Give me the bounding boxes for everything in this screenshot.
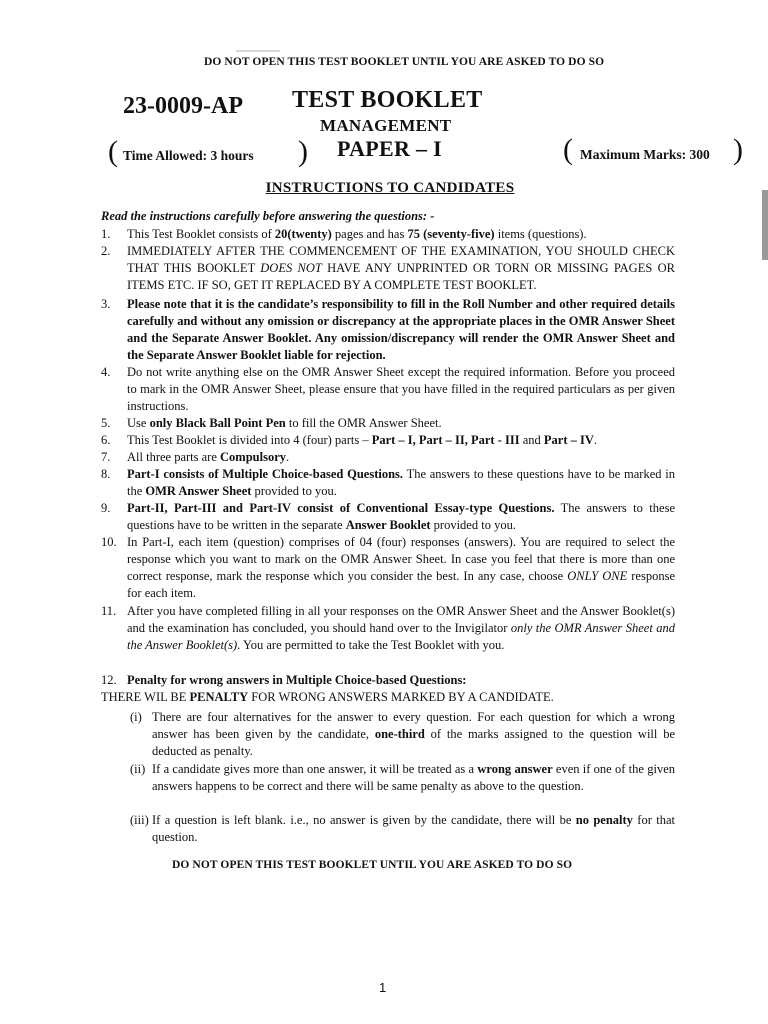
text-segment: response for each item.: [127, 569, 675, 600]
subject-name: MANAGEMENT: [320, 116, 452, 135]
instruction-text: [127, 296, 675, 364]
instruction-text: [127, 449, 675, 466]
instruction-text: [127, 534, 675, 602]
text-segment: Penalty for wrong answers in Multiple Choice-based Questions:: [127, 673, 467, 687]
text-segment: OMR Answer Sheet: [145, 484, 252, 498]
text-segment: All three parts are: [127, 450, 221, 464]
instruction-number: 10.: [101, 535, 117, 549]
text-segment: Part – I, Part – II, Part - III: [371, 433, 520, 447]
text-segment: Answer Booklet: [345, 518, 431, 532]
instruction-text: [127, 243, 675, 294]
text-segment: .: [593, 433, 598, 447]
instruction-item: [101, 672, 675, 689]
subitem-text: [152, 709, 675, 760]
text-segment: The answers to these questions have to be marked in the: [127, 467, 675, 498]
scan-artifact-line: [236, 50, 280, 52]
instruction-item: [101, 296, 675, 364]
instruction-number: 8.: [101, 467, 111, 481]
text-segment: This Test Booklet is divided into 4 (four) parts –: [127, 433, 372, 447]
instruction-text: [127, 364, 675, 415]
right-bracket: ): [733, 133, 743, 166]
subitem-number: (iii): [130, 813, 149, 827]
text-segment: PENALTY: [189, 690, 249, 704]
instruction-number: 6.: [101, 433, 111, 447]
text-segment: items (questions).: [494, 227, 587, 241]
text-segment: . You are permitted to take the Test Booklet with you.: [237, 638, 505, 652]
instruction-item: [101, 432, 675, 449]
text-segment: .: [286, 450, 290, 464]
booklet-code: 23-0009-AP: [123, 93, 243, 119]
text-segment: FOR WRONG ANSWERS MARKED BY A CANDIDATE.: [248, 690, 554, 704]
text-segment: Do not write anything else on the OMR Answer Sheet except the required information. Before you proceed to mark in the OMR Answer Sheet, please ensure that you have filled in the required particulars as per given instructions.: [127, 365, 675, 413]
penalty-statement: [101, 689, 554, 706]
instruction-text: [127, 415, 675, 432]
subitem-number: (ii): [130, 762, 146, 776]
right-bracket: ): [298, 135, 308, 168]
text-segment: DOES NOT: [260, 261, 322, 275]
instruction-number: 5.: [101, 416, 111, 430]
instruction-item: [101, 449, 675, 466]
subitem-text: [152, 761, 675, 795]
text-segment: one-third: [374, 727, 425, 741]
instruction-item: [101, 226, 675, 243]
text-segment: In Part-I, each item (question) comprises of 04 (four) responses (answers). You are required to select the response which you want to mark on the OMR Answer Sheet. In case you feel that there is more than one correct response, mark the response which you consider the best. In any case, choose: [127, 535, 675, 583]
text-segment: even if one of the given answers happens to be correct and there will be same penalty as above to the question.: [152, 762, 676, 793]
text-segment: Compulsory: [220, 450, 286, 464]
instruction-text: [127, 466, 675, 500]
text-segment: Use: [127, 416, 150, 430]
text-segment: for that question.: [152, 813, 675, 844]
instruction-item: [101, 243, 675, 294]
subitem-text: [152, 812, 675, 846]
text-segment: 75 (seventy-five): [407, 227, 495, 241]
text-segment: THERE WIL BE: [101, 690, 190, 704]
instruction-text: [127, 603, 675, 654]
penalty-subitem: [130, 761, 675, 795]
instruction-text: [127, 226, 675, 243]
text-segment: The answers to these questions have to be written in the separate: [127, 501, 675, 532]
instruction-number: 9.: [101, 501, 111, 515]
subitem-number: (i): [130, 710, 142, 724]
text-segment: IMMEDIATELY AFTER THE COMMENCEMENT OF THE EXAMINATION, YOU SHOULD CHECK THAT THIS BOOKLET: [127, 244, 675, 275]
text-segment: Part – IV: [543, 433, 594, 447]
text-segment: If a question is left blank. i.e., no answer is given by the candidate, there will be: [152, 813, 576, 827]
left-bracket: (: [108, 135, 118, 168]
page-number: 1: [379, 980, 387, 995]
text-segment: There are four alternatives for the answer to every question. For each question for which a wrong answer has been given by the candidate,: [152, 710, 675, 741]
text-segment: wrong answer: [477, 762, 553, 776]
instruction-number: 3.: [101, 297, 111, 311]
text-segment: and: [519, 433, 544, 447]
left-bracket: (: [563, 133, 573, 166]
instruction-text: [127, 432, 675, 449]
instruction-text: [127, 672, 675, 689]
penalty-subitem: [130, 812, 675, 846]
text-segment: 20(twenty): [274, 227, 332, 241]
maximum-marks-box: [563, 133, 743, 168]
penalty-subitem: [130, 709, 675, 760]
instruction-item: [101, 603, 675, 654]
text-segment: provided to you.: [251, 484, 337, 498]
instruction-number: 7.: [101, 450, 111, 464]
text-segment: HAVE ANY UNPRINTED OR TORN OR MISSING PAGES OR ITEMS ETC. IF SO, GET IT REPLACED BY A COMPLETE TEST BOOKLET.: [127, 261, 675, 292]
time-allowed: Time Allowed: 3 hours: [123, 148, 254, 163]
instructions-intro: Read the instructions carefully before answering the questions: -: [101, 209, 435, 223]
instruction-item: [101, 534, 675, 602]
instruction-text: [127, 500, 675, 534]
paper-number: PAPER – I: [337, 136, 442, 161]
maximum-marks: Maximum Marks: 300: [580, 147, 710, 162]
text-segment: Part-I consists of Multiple Choice-based Questions.: [127, 467, 404, 481]
instruction-number: 11.: [101, 604, 117, 618]
text-segment: ONLY ONE: [567, 569, 628, 583]
instruction-item: [101, 415, 675, 432]
text-segment: Please note that it is the candidate’s responsibility to fill in the Roll Number and other required details carefully and without any omission or discrepancy at the appropriate places in the OMR Answer Sheet and the Separate Answer Booklet. Any omission/discrepancy will render the OMR Answer Sheet and the Separate Answer Booklet liable for rejection.: [127, 297, 675, 362]
top-warning: DO NOT OPEN THIS TEST BOOKLET UNTIL YOU ARE ASKED TO DO SO: [204, 56, 605, 68]
text-segment: to fill the OMR Answer Sheet.: [285, 416, 442, 430]
text-segment: After you have completed filling in all your responses on the OMR Answer Sheet and the Answer Booklet(s) and the examination has concluded, you should hand over to the Invigilator: [127, 604, 675, 635]
bottom-warning: DO NOT OPEN THIS TEST BOOKLET UNTIL YOU ARE ASKED TO DO SO: [172, 859, 573, 871]
text-segment: If a candidate gives more than one answer, it will be treated as a: [152, 762, 478, 776]
instruction-number: 4.: [101, 365, 111, 379]
text-segment: This Test Booklet consists of: [127, 227, 275, 241]
instruction-item: [101, 466, 675, 500]
instruction-number: 12.: [101, 673, 117, 687]
text-segment: only the OMR Answer Sheet and the Answer Booklet(s): [127, 621, 675, 652]
instruction-number: 2.: [101, 244, 111, 258]
instruction-item: [101, 500, 675, 534]
scan-artifact-edge: [762, 190, 768, 260]
text-segment: pages and has: [331, 227, 408, 241]
instructions-heading: INSTRUCTIONS TO CANDIDATES: [265, 180, 515, 196]
text-segment: only Black Ball Point Pen: [149, 416, 286, 430]
text-segment: of the marks assigned to the question will be deducted as penalty.: [152, 727, 675, 758]
text-segment: provided to you.: [430, 518, 516, 532]
instruction-item: [101, 364, 675, 415]
booklet-title: TEST BOOKLET: [292, 87, 483, 113]
instruction-number: 1.: [101, 227, 111, 241]
time-allowed-box: [108, 135, 308, 169]
text-segment: Part-II, Part-III and Part-IV consist of Conventional Essay-type Questions.: [127, 501, 555, 515]
text-segment: no penalty: [575, 813, 633, 827]
